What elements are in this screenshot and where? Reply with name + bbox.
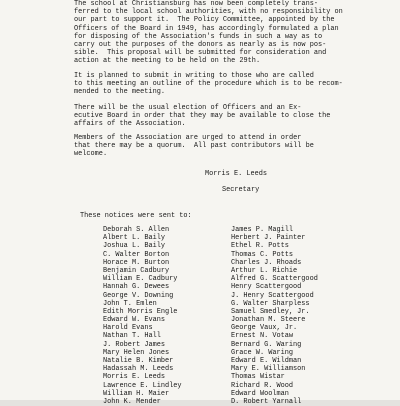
text-line: ecutive Board in order that they may be available to close the [74,112,331,121]
recipient-name: Deborah S. Allen [103,226,170,234]
recipient-name: Ethel R. Potts [231,242,289,251]
recipient-name: Albert L. Baily [103,234,166,243]
text-line: welcome. [74,150,108,159]
text-line: carry out the purposes of the donors as nearly as is now pos- [74,41,327,50]
recipient-name: Morris E. Leeds [103,373,166,382]
recipient-name: Bernard G. Waring [231,340,302,349]
recipient-name: Nathan T. Hall [103,332,161,341]
paragraph-school-transfer [74,0,374,66]
recipients-intro: These notices were sent to: [80,212,192,220]
recipient-name: George V. Downing [103,291,174,300]
recipient-name: Grace W. Waring [231,348,294,357]
recipient-name: J. Robert James [103,340,166,349]
recipient-name: Samuel Smedley, Jr. [231,307,310,316]
recipient-name: Richard R. Wood [231,381,294,390]
recipient-name: Edward E. Wildman [231,357,302,365]
recipient-name: J. Henry Scattergood [231,291,314,300]
recipient-name: Charles J. Rhoads [231,258,302,267]
text-line: to this meeting an outline of the procedure which is to be recom- [74,80,343,89]
recipient-name: Thomas Wistar [231,373,285,382]
text-line: It is planned to submit in writing to those who are called [74,72,314,80]
recipient-name: William E. Cadbury [103,275,178,284]
signature-title: Secretary [222,186,260,194]
text-line: for disposing of the Association's funds in such a way as to [74,32,323,41]
text-line: action at the meeting to be held on the 29th. [74,57,261,66]
recipient-name: Jonathan M. Steere [231,316,306,325]
recipient-name: C. Walter Borton [103,250,170,259]
recipients-list-right [231,226,318,406]
recipient-name: John T. Emlen [103,299,157,308]
recipient-name: G. Walter Sharpless [231,299,310,308]
recipient-name: Arthur L. Richie [231,266,298,275]
recipient-name: Edward W. Evans [103,316,166,325]
paragraph-procedure [74,72,374,97]
text-line: Officers of the Board in 1949, has accordingly formulated a plan [74,24,339,33]
recipient-name: D. Robert Yarnall [231,397,302,406]
text-line: that there may be a quorum. All past contributors will be [74,142,314,151]
text-line: sible. This proposal will be submitted for consideration and [74,49,327,58]
recipient-name: Ernest N. Votaw [231,332,294,341]
recipient-name: Natalie B. Kimber [103,357,174,365]
recipient-name: Alfred G. Scattergood [231,275,318,284]
recipient-name: Edith Morris Engle [103,307,178,316]
text-line: ferred to the local school authorities, with no responsibility on [74,8,343,17]
recipient-name: Joshua L. Baily [103,242,166,251]
recipient-name: Mary Helen Jones [103,348,170,357]
text-line: There will be the usual election of Officers and an Ex- [74,104,302,112]
recipient-name: Thomas C. Potts [231,250,294,259]
recipient-name: Herbert J. Painter [231,234,306,243]
recipient-name: John K. Mender [103,397,161,406]
paragraph-quorum [74,134,374,159]
text-line: mended to the meeting. [74,88,165,97]
recipient-name: Hadassah M. Leeds [103,365,174,374]
recipient-name: Harold Evans [103,324,153,333]
text-line: Members of the Association are urged to attend in order [74,134,302,142]
recipient-name: James P. Magill [231,226,294,234]
recipient-name: Hannah G. Dewees [103,283,170,292]
recipient-name: Lawrence E. Lindley [103,381,182,390]
signature-name: Morris E. Leeds [205,170,268,178]
recipient-name: William H. Maier [103,389,170,398]
recipients-list-left [103,226,182,406]
paragraph-election [74,104,374,129]
recipient-name: Benjamin Cadbury [103,266,170,275]
recipient-name: Edward Woolman [231,389,289,398]
recipient-name: Henry Scattergood [231,283,302,292]
text-line: our part to support it. The Policy Committee, appointed by the [74,16,335,25]
text-line: affairs of the Association. [74,120,186,129]
recipient-name: Horace M. Burton [103,258,170,267]
text-line: The school at Christiansburg has now been completely trans- [74,0,318,8]
recipient-name: George Vaux, Jr. [231,324,298,333]
recipient-name: Mary E. Williamson [231,365,306,374]
